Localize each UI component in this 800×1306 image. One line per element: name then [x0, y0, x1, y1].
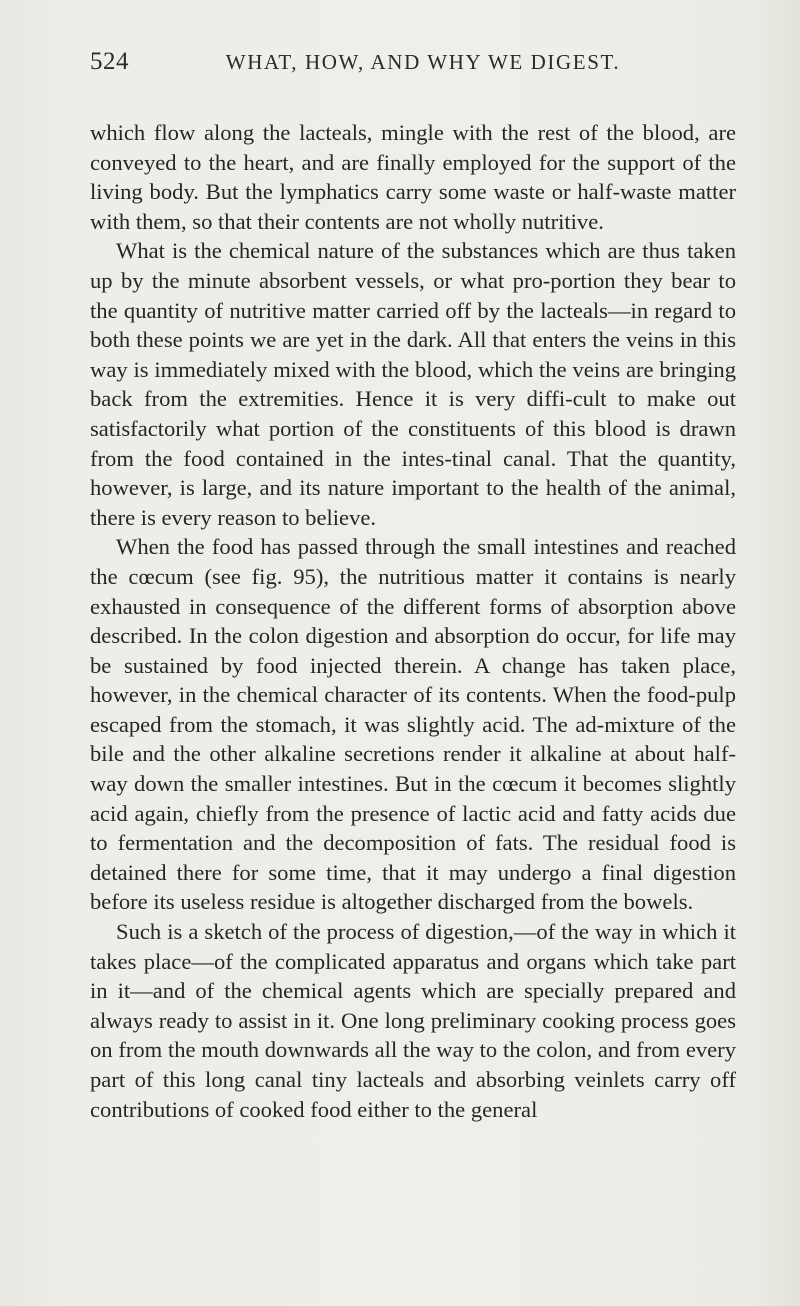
paragraph-coecum-colon: When the food has passed through the small intestines and reached the cœcum (see fig. 95), the nutritious matter it contains is nearly exhausted in consequence of the different forms of absorption above described. In the colon digestion and absorption do occur, for life may be sustained by food injected therein. A change has taken place, however, in the chemical character of its contents. When the food-pulp escaped from the stomach, it was slightly acid. The ad-mixture of the bile and the other alkaline secretions render it alkaline at about half-way down the smaller intestines. But in the cœcum it becomes slightly acid again, chiefly from the presence of lactic acid and fatty acids due to fermentation and the decomposition of fats. The residual food is detained there for some time, that it may undergo a final digestion before its useless residue is altogether discharged from the bowels. [90, 534, 736, 915]
running-head [90, 48, 736, 84]
paragraph-continuation: which flow along the lacteals, mingle with the rest of the blood, are conveyed to the heart, and are finally employed for the support of the living body. But the lymphatics carry some waste or half-waste matter with them, so that their contents are not wholly nutritive. [90, 120, 736, 234]
body-text [90, 118, 736, 1124]
paragraph-absorbent-vessels: What is the chemical nature of the substances which are thus taken up by the minute absorbent vessels, or what pro-portion they bear to the quantity of nutritive matter carried off by the lacteals—in regard to both these points we are yet in the dark. All that enters the veins in this way is immediately mixed with the blood, which the veins are bringing back from the extremities. Hence it is very diffi-cult to make out satisfactorily what portion of the constituents of this blood is drawn from the food contained in the intes-tinal canal. That the quantity, however, is large, and its nature important to the health of the animal, there is every reason to believe. [90, 238, 736, 530]
page-number: 524 [90, 48, 129, 75]
running-title: WHAT, HOW, AND WHY WE DIGEST. [225, 50, 621, 74]
paragraph-digestion-summary: Such is a sketch of the process of digestion,—of the way in which it takes place—of the complicated apparatus and organs which take part in it—and of the chemical agents which are specially prepared and always ready to assist in it. One long preliminary cooking process goes on from the mouth downwards all the way to the colon, and from every part of this long canal tiny lacteals and absorbing veinlets carry off contributions of cooked food either to the general [90, 919, 736, 1122]
